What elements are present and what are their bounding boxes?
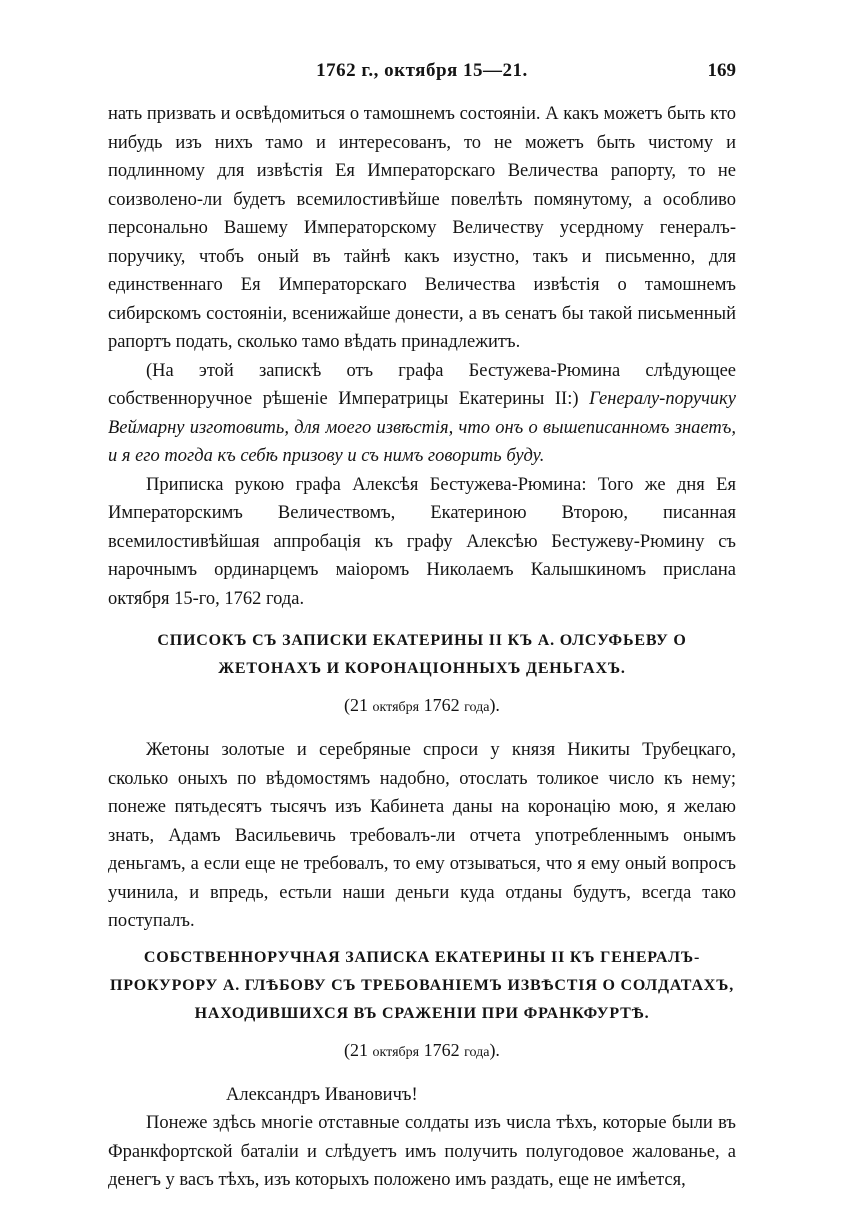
date-month: октября: [372, 700, 420, 715]
date-open: (21: [344, 695, 373, 715]
running-title: 1762 г., октября 15—21.: [316, 60, 528, 81]
body-text: [108, 100, 736, 1195]
page-number: 169: [707, 60, 736, 81]
date-year: 1762: [419, 695, 465, 715]
section-heading-olsufiev: СПИСОКЪ СЪ ЗАПИСКИ ЕКАТЕРИНЫ II КЪ А. ОЛСУФЬЕВУ О ЖЕТОНАХЪ И КОРОНАЦІОННЫХЪ ДЕНЬГАХЪ.: [157, 632, 687, 677]
letter-salutation: Александръ Ивановичъ!: [226, 1084, 418, 1105]
paragraph-frankfurt-soldiers: Понеже здѣсь многіе отставные солдаты изъ числа тѣхъ, которые были въ Франкфортской баталіи и слѣдуетъ имъ получить полугодовое жалованье, а денегъ у васъ тѣхъ, изъ которыхъ положено имъ раздать, еще не имѣется,: [108, 1113, 736, 1190]
paragraph-postscript: Приписка рукою графа Алексѣя Бестужева-Рюмина: Того же дня Ея Императорскимъ Величествомъ, Екатериною Второю, писанная всемилостивѣйшая аппробація къ графу Алексѣю Бестужеву-Рюмину съ нарочнымъ ординарцемъ маіоромъ Николаемъ Калышкиномъ прислана октября 15-го, 1762 года.: [108, 474, 736, 609]
resolution-italic-text: Генералу-поручику Веймарну изготовить, для моего извѣстія, что онъ о вышеписанномъ знаетъ, и я его тогда къ себѣ призову и съ нимъ говорить буду.: [108, 389, 737, 466]
resolution-note-text: (На этой запискѣ отъ графа Бестужева-Рюмина слѣдующее собственноручное рѣшеніе Императрицы Екатерины II:): [108, 360, 736, 409]
paragraph-resolution-note: [108, 357, 736, 471]
date-open: (21: [344, 1039, 373, 1060]
date-word: года: [464, 700, 490, 715]
date-close: ).: [489, 695, 500, 715]
page-header: [108, 60, 736, 90]
paragraph-jetons-note: Жетоны золотые и серебряные спроси у князя Никиты Трубецкаго, сколько оныхъ по вѣдомостямъ надобно, отослать толикое число къ нему; понеже пятьдесятъ тысячъ изъ Кабинета даны на коронацію мою, я желаю знать, Адамъ Васильевичь требовалъ-ли отчета употребленнымъ онымъ деньгамъ, а если еще не требовалъ, то ему отзываться, что я ему оный вопросъ учинила, и впредь, естьли наши деньги куда отданы будутъ, всегда тако поступалъ.: [108, 740, 736, 931]
paragraph-continuation: нать призвать и освѣдомиться о тамошнемъ состояніи. А какъ можетъ быть кто нибудь изъ нихъ тамо и интересованъ, то не можетъ быть чистому и подлинному для извѣстія Ея Императорскаго Величества рапорту, то не соизволено-ли будетъ всемилостивѣйше повелѣть помянутому, а особливо персонально Вашему Императорскому Величеству усердному генералъ-поручику, чтобъ оный въ тайнѣ какъ изустно, такъ и письменно, для единственнаго Ея Императорскаго Величества извѣстія о тамошнемъ сибирскомъ состояніи, всенижайше донести, а въ сенатъ бы такой письменный рапортъ подать, сколько тамо вѣдать принадлежитъ.: [108, 104, 736, 352]
date-month: октября: [372, 1044, 420, 1060]
section-date-olsufiev: [108, 691, 736, 722]
section-heading-glebov: СОБСТВЕННОРУЧНАЯ ЗАПИСКА ЕКАТЕРИНЫ II КЪ ГЕНЕРАЛЪ-ПРОКУРОРУ А. ГЛѢБОВУ СЪ ТРЕБОВАНІЕМЪ ИЗВѢСТІЯ О СОЛДАТАХЪ, НАХОДИВШИХСЯ ВЪ СРАЖЕНІИ ПРИ ФРАНКФУРТѢ.: [110, 948, 734, 1022]
date-word: года: [464, 1044, 490, 1060]
section-date-glebov: [108, 1036, 736, 1067]
date-year: 1762: [419, 1039, 465, 1060]
date-close: ).: [489, 1039, 500, 1060]
